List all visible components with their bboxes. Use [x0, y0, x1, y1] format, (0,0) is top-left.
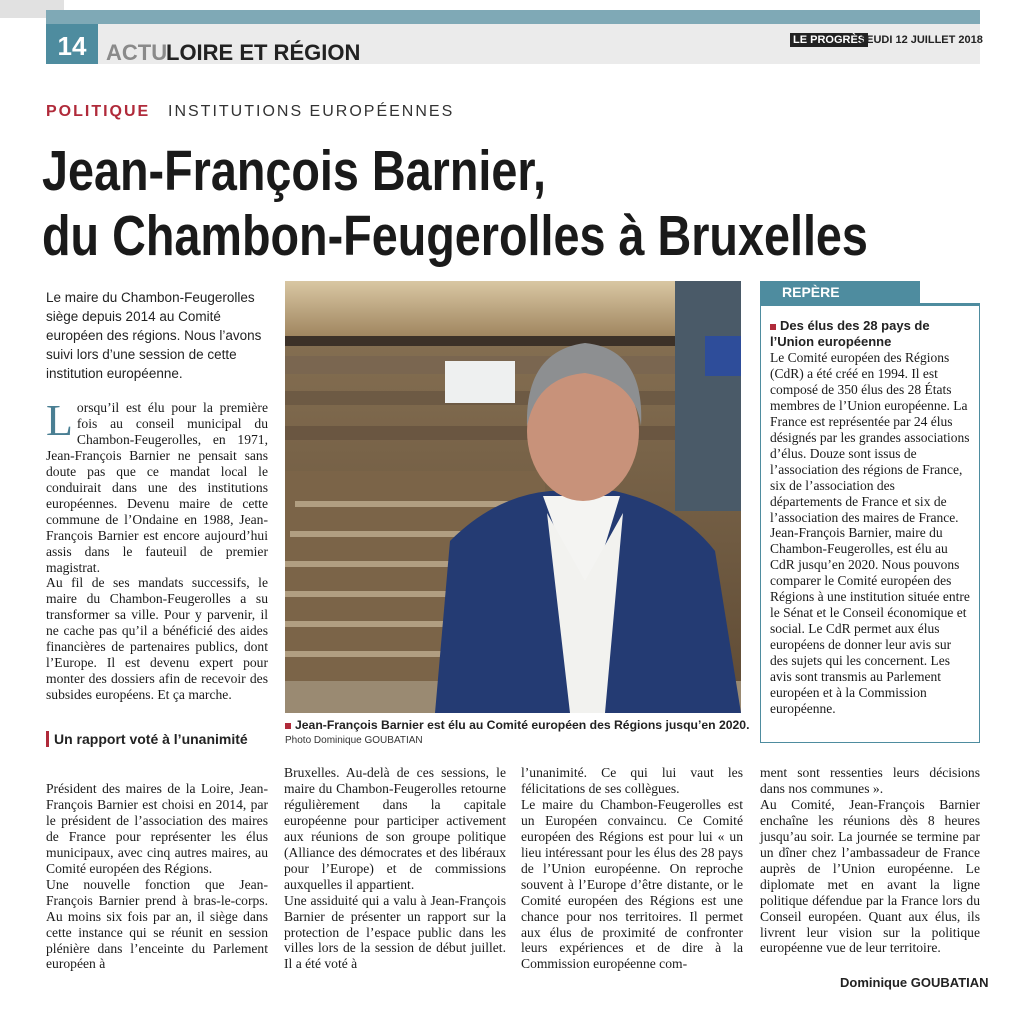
section-title: LOIRE ET RÉGION [166, 40, 361, 65]
body-column-4 [760, 765, 980, 956]
article-photo [285, 281, 741, 713]
paragraph-3: Président des maires de la Loire, Jean-François Barnier est choisi en 2014, par le président de l’association des maires de France pour représenter les élus municipaux, avec cinq autres maires, au Comité européen des Régions. [46, 781, 268, 876]
author-byline: Dominique GOUBATIAN [840, 975, 989, 990]
kicker-category: POLITIQUE [46, 103, 151, 120]
paragraph-9: ment sont ressenties leurs décisions dans nos communes ». [760, 765, 980, 796]
paragraph-10: Au Comité, Jean-François Barnier enchaîne les réunions dès 8 heures jusqu’au soir. La journée se termine par un dîner chez l’ambassadeur de France auprès de l’Union européenne. Le diplomate met en avant la ligne politique défendue par la France lors du Conseil européen. Quant aux élus, ils livrent leur vision sur la politique européenne vue de leur territoire. [760, 796, 980, 956]
paragraph-5: Bruxelles. Au-delà de ces sessions, le maire du Chambon-Feugerolles retourne régulièrement dans la capitale européenne pour participer activement aux réunions de son groupe politique (Alliance des démocrates et des libéraux pour l’Europe) et de commissions auxquelles il appartient. [284, 765, 506, 892]
headline-line-1: Jean-François Barnier, [42, 139, 546, 203]
kicker-topic: INSTITUTIONS EUROPÉENNES [168, 103, 455, 120]
issue-date: JEUDI 12 JUILLET 2018 [860, 34, 983, 46]
paragraph-7: l’unanimité. Ce qui lui vaut les félicitations de ses collègues. [521, 765, 743, 796]
person-portrait-photo-icon [285, 281, 741, 713]
drop-cap: L [46, 396, 73, 445]
paragraph-4: Une nouvelle fonction que Jean-François Barnier prend à bras-le-corps. Au moins six fois par an, il siège dans cette instance qui se réunit en session plénière dans l’enceinte du Parlement européen à [46, 876, 268, 972]
photo-caption [285, 718, 750, 732]
article-lead: Le maire du Chambon-Feugerolles siège depuis 2014 au Comité européen des régions. Nous l’avons suivi lors d’une session de cette institution européenne. [46, 290, 262, 381]
section-prefix: ACTU [106, 40, 168, 65]
header-top-rule [46, 10, 980, 24]
photo-credit: Photo Dominique GOUBATIAN [285, 735, 423, 746]
repere-tab: REPÈRE [760, 281, 920, 303]
page-number: 14 [46, 24, 98, 64]
paragraph-1 [46, 396, 268, 575]
paragraph-1-text: orsqu’il est élu pour la première fois au conseil municipal du Chambon-Feugerolles, en 1971, Jean-François Barnier ne pensait sans doute pas que ce mandat local le conduirait dans une des institutions européennes. Devenu maire de cette commune de l’Ondaine en 1988, Jean-François Barnier est encore aujourd’hui assis dans le fauteuil de premier magistrat. [46, 400, 268, 575]
photo-caption-text: Jean-François Barnier est élu au Comité européen des Régions jusqu’en 2020. [295, 718, 750, 732]
paragraph-6: Une assiduité qui a valu à Jean-François Barnier de présenter un rapport sur la protection de l’espace public dans les villes lors de la session de début juillet. Il a été voté à [284, 892, 506, 972]
body-column-2 [284, 765, 506, 972]
repere-heading [770, 318, 970, 350]
body-column-1-top [46, 396, 268, 703]
newspaper-logo: LE PROGRÈS [790, 33, 868, 47]
caption-bullet-icon [285, 723, 291, 729]
body-column-3 [521, 765, 743, 972]
repere-bullet-icon [770, 324, 776, 330]
repere-text: Le Comité européen des Régions (CdR) a été créé en 1994. Il est composé de 350 élus des 28 États membres de l’Union européenne. La France est représentée par 24 élus désignés par les grandes associations d’élus. Douze sont issus de l’association des régions de France, six de l’association des départements de France et six de l’association des maires de France. Jean-François Barnier, maire du Chambon-Feugerolles, est élu au CdR jusqu’en 2020. Nous pouvons comparer le Comité européen des Régions à une institution située entre le Sénat et le Conseil économique et social. Le CdR permet aux élus européens de donner leur avis sur des sujets qui les concernent. Les avis sont transmis au Parlement européen et à la Commission européenne. [770, 350, 970, 716]
repere-heading-text: Des élus des 28 pays de l’Union européenne [770, 318, 930, 349]
headline-line-2: du Chambon-Feugerolles à Bruxelles [42, 204, 868, 268]
subheading: Un rapport voté à l’unanimité [46, 731, 274, 747]
paragraph-2: Au fil de ses mandats successifs, le maire du Chambon-Feugerolles a su transformer sa ville. Pour y parvenir, il ne cache pas qu’il a bénéficié des aides financières de partenaires publics, dont l’Europe. Il est devenu expert pour monter des dossiers afin de recevoir des subsides européens. Et ça marche. [46, 575, 268, 703]
body-column-1-bottom [46, 781, 268, 972]
paragraph-8: Le maire du Chambon-Feugerolles est un Européen convaincu. Ce Comité européen des Régions est pour lui « un lieu intéressant pour les élus des 28 pays de l’Union européenne. On reproche souvent à l’Europe d’être distante, or le Comité européen des Régions est une chance pour nos territoires. Il permet aux élus de proximité de confronter leurs expériences et de dire à la Commission européenne com- [521, 796, 743, 972]
